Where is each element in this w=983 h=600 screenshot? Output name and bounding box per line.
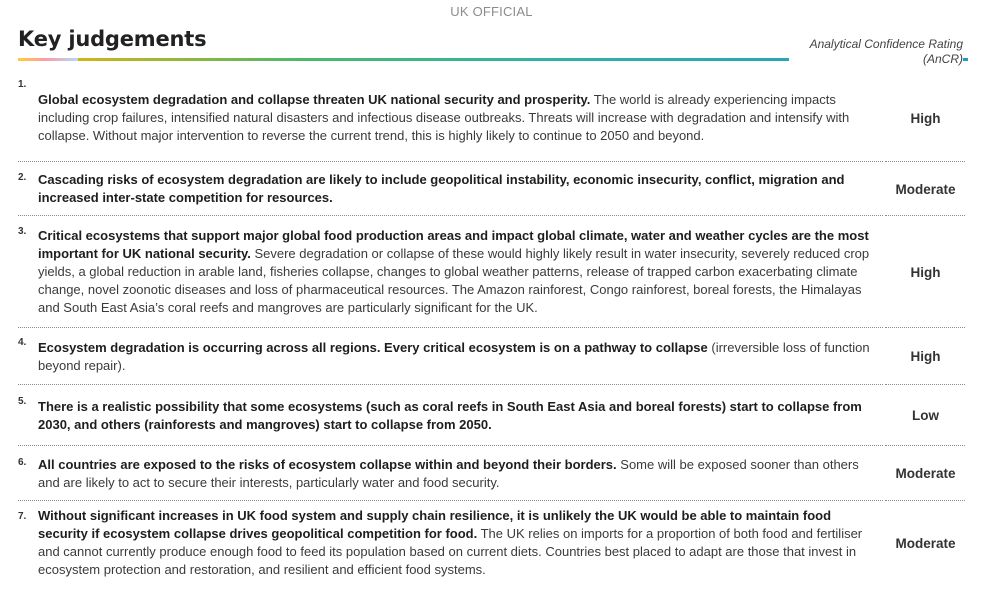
judgement-bold-text: Critical ecosystems that support major global food production areas and impact global climate, water and weather cycles are the most important for UK national security. xyxy=(38,228,869,261)
judgement-body-text: (irreversible loss of function beyond repair). xyxy=(38,339,870,373)
confidence-rating: High xyxy=(910,264,941,280)
judgement-bold-text: Global ecosystem degradation and collapse threaten UK national security and prosperity. xyxy=(38,92,591,107)
judgement-row-6 xyxy=(18,446,965,501)
judgement-number: 3. xyxy=(18,226,27,237)
classification-marking: UK OFFICIAL xyxy=(450,4,533,19)
judgement-text xyxy=(38,91,878,145)
judgement-number: 7. xyxy=(18,511,27,522)
judgement-row-4 xyxy=(18,328,965,385)
judgement-row-7 xyxy=(18,501,965,585)
title-rule-accent xyxy=(18,58,78,61)
judgement-number: 1. xyxy=(18,79,27,90)
judgement-body-text: The world is already experiencing impacts including crop failures, intensified natural disasters and infectious disease outbreaks. Threats will increase with degradation and intensify with collapse. Without major intervention to reverse the current trend, this is highly likely to continue to 2050 and beyond. xyxy=(38,92,850,143)
judgement-bold-text: Cascading risks of ecosystem degradation are likely to include geopolitical instability, economic insecurity, conflict, migration and increased inter-state competition for resources. xyxy=(38,172,845,205)
judgement-row-5 xyxy=(18,385,965,446)
judgement-body-text: Severe degradation or collapse of these would highly likely result in water insecurity, severely reduced crop yields, a global reduction in arable land, fisheries collapse, changes to global weather patterns, release of trapped carbon exacerbating climate change, novel zoonotic diseases and loss of pharmaceutical resources. The Amazon rainforest, Congo rainforest, boreal forests, the Himalayas and South East Asia’s coral reefs and mangroves are particularly significant for the UK. xyxy=(38,246,870,315)
confidence-rating: Moderate xyxy=(895,466,956,481)
judgement-bold-text: Without significant increases in UK food system and supply chain resilience, it is unlikely the UK would be able to maintain food security if ecosystem collapse drives geopolitical competition for food. xyxy=(38,508,832,541)
judgement-text xyxy=(38,227,878,317)
judgement-number: 2. xyxy=(18,172,27,183)
confidence-rating: Low xyxy=(912,408,939,423)
judgement-bold-text: Ecosystem degradation is occurring across all regions. Every critical ecosystem is on a pathway to collapse xyxy=(38,339,708,355)
judgement-text xyxy=(38,456,878,492)
judgement-number: 4. xyxy=(18,337,27,348)
judgement-bold-text: There is a realistic possibility that some ecosystems (such as coral reefs in South East Asia and boreal forests) start to collapse from 2030, and others (rainforests and mangroves) start to collapse from 2050. xyxy=(38,398,862,432)
confidence-rating: Moderate xyxy=(895,535,956,551)
confidence-rating: High xyxy=(910,110,941,126)
judgement-text xyxy=(38,398,878,434)
judgement-number: 6. xyxy=(18,457,27,468)
confidence-rating: High xyxy=(910,349,941,364)
judgement-body-text: The UK relies on imports for a proportion of both food and fertiliser and cannot currently produce enough food to feed its population based on current diets. Countries best placed to adapt are those that invest in ecosystem protection and restoration, and resilient and efficient food systems. xyxy=(38,526,863,577)
judgement-row-2 xyxy=(18,162,965,216)
page-title: Key judgements xyxy=(18,27,207,51)
judgements-list xyxy=(18,74,965,585)
judgement-text xyxy=(38,171,878,207)
judgement-bold-text: All countries are exposed to the risks of ecosystem collapse within and beyond their borders. xyxy=(38,456,617,472)
judgement-row-1 xyxy=(18,74,965,162)
judgement-number: 5. xyxy=(18,396,27,407)
judgement-text xyxy=(38,507,878,579)
judgement-row-3 xyxy=(18,216,965,328)
confidence-column-header: Analytical Confidence Rating (AnCR) xyxy=(789,37,963,67)
confidence-rating: Moderate xyxy=(895,181,956,197)
judgement-text xyxy=(38,339,878,375)
judgement-body-text: Some will be exposed sooner than others and are likely to act to secure their interests, particularly water and food security. xyxy=(38,456,859,490)
